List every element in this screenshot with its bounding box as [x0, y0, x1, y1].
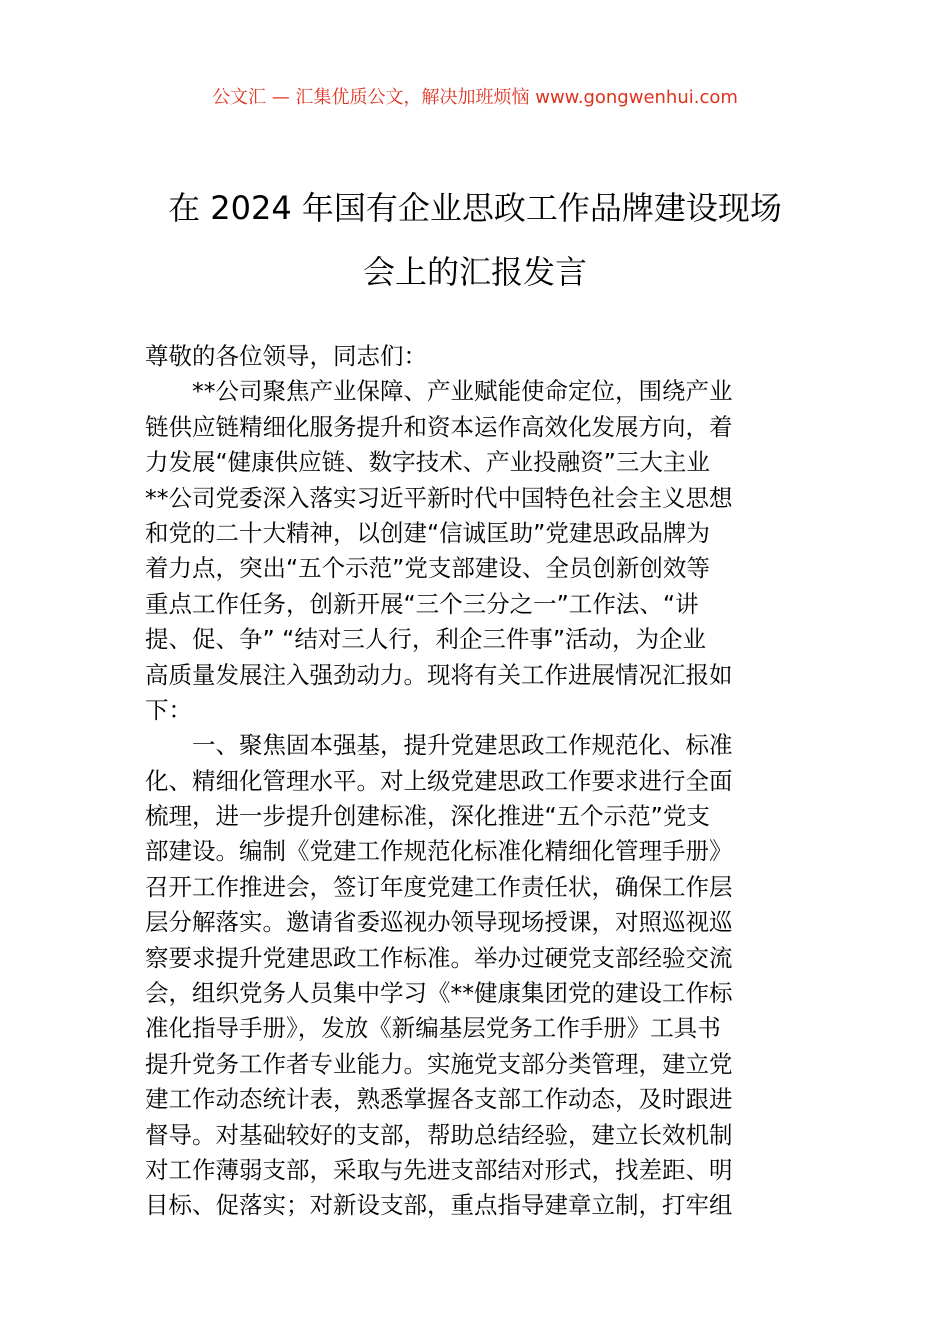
body-line: 部建设。编制《党建工作规范化标准化精细化管理手册》	[145, 837, 733, 866]
title-line-2: 会上的汇报发言	[362, 253, 587, 291]
body-line: 会，组织党务人员集中学习《**健康集团党的建设工作标	[145, 979, 733, 1008]
body-line: 梳理，进一步提升创建标准，深化推进“五个示范”党支	[145, 802, 710, 831]
body-line: 提、促、争” “结对三人行，利企三件事”活动，为企业	[145, 625, 706, 654]
site-banner[interactable]: 公文汇 — 汇集优质公文，解决加班烦恼 www.gongwenhui.com	[212, 87, 738, 108]
body-line: 召开工作推进会，签订年度党建工作责任状，确保工作层	[145, 872, 733, 901]
body-line: 高质量发展注入强劲动力。现将有关工作进展情况汇报如	[145, 660, 733, 689]
body-line: 目标、促落实；对新设支部，重点指导建章立制，打牢组	[145, 1191, 733, 1220]
document-title	[130, 176, 820, 304]
body-line: 督导。对基础较好的支部，帮助总结经验，建立长效机制	[145, 1120, 733, 1149]
body-line: 着力点，突出“五个示范”党支部建设、全员创新创效等	[145, 554, 710, 583]
body-line: **公司党委深入落实习近平新时代中国特色社会主义思想	[145, 483, 733, 512]
salutation: 尊敬的各位领导，同志们：	[145, 342, 427, 370]
body-line: 化、精细化管理水平。对上级党建思政工作要求进行全面	[145, 766, 733, 795]
body-line: 重点工作任务，创新开展“三个三分之一”工作法、“讲	[145, 589, 699, 618]
title-line-1: 在 2024 年国有企业思政工作品牌建设现场	[168, 189, 782, 227]
body-line: 和党的二十大精神，以创建“信诚匡助”党建思政品牌为	[145, 518, 710, 547]
body-line: **公司聚焦产业保障、产业赋能使命定位，围绕产业	[192, 377, 733, 406]
section-heading-line: 一、聚焦固本强基，提升党建思政工作规范化、标准	[192, 731, 733, 760]
body-line: 建工作动态统计表，熟悉掌握各支部工作动态，及时跟进	[145, 1085, 733, 1114]
body-line: 链供应链精细化服务提升和资本运作高效化发展方向，着	[145, 412, 733, 441]
body-line: 察要求提升党建思政工作标准。举办过硬党支部经验交流	[145, 943, 733, 972]
document-body	[145, 339, 810, 1224]
body-line: 提升党务工作者专业能力。实施党支部分类管理，建立党	[145, 1049, 733, 1078]
body-line: 下：	[145, 695, 192, 724]
body-line: 对工作薄弱支部，采取与先进支部结对形式，找差距、明	[145, 1155, 733, 1184]
body-line: 力发展“健康供应链、数字技术、产业投融资”三大主业	[145, 448, 710, 477]
body-line: 层分解落实。邀请省委巡视办领导现场授课，对照巡视巡	[145, 908, 733, 937]
body-line: 准化指导手册》，发放《新编基层党务工作手册》工具书	[145, 1014, 721, 1043]
